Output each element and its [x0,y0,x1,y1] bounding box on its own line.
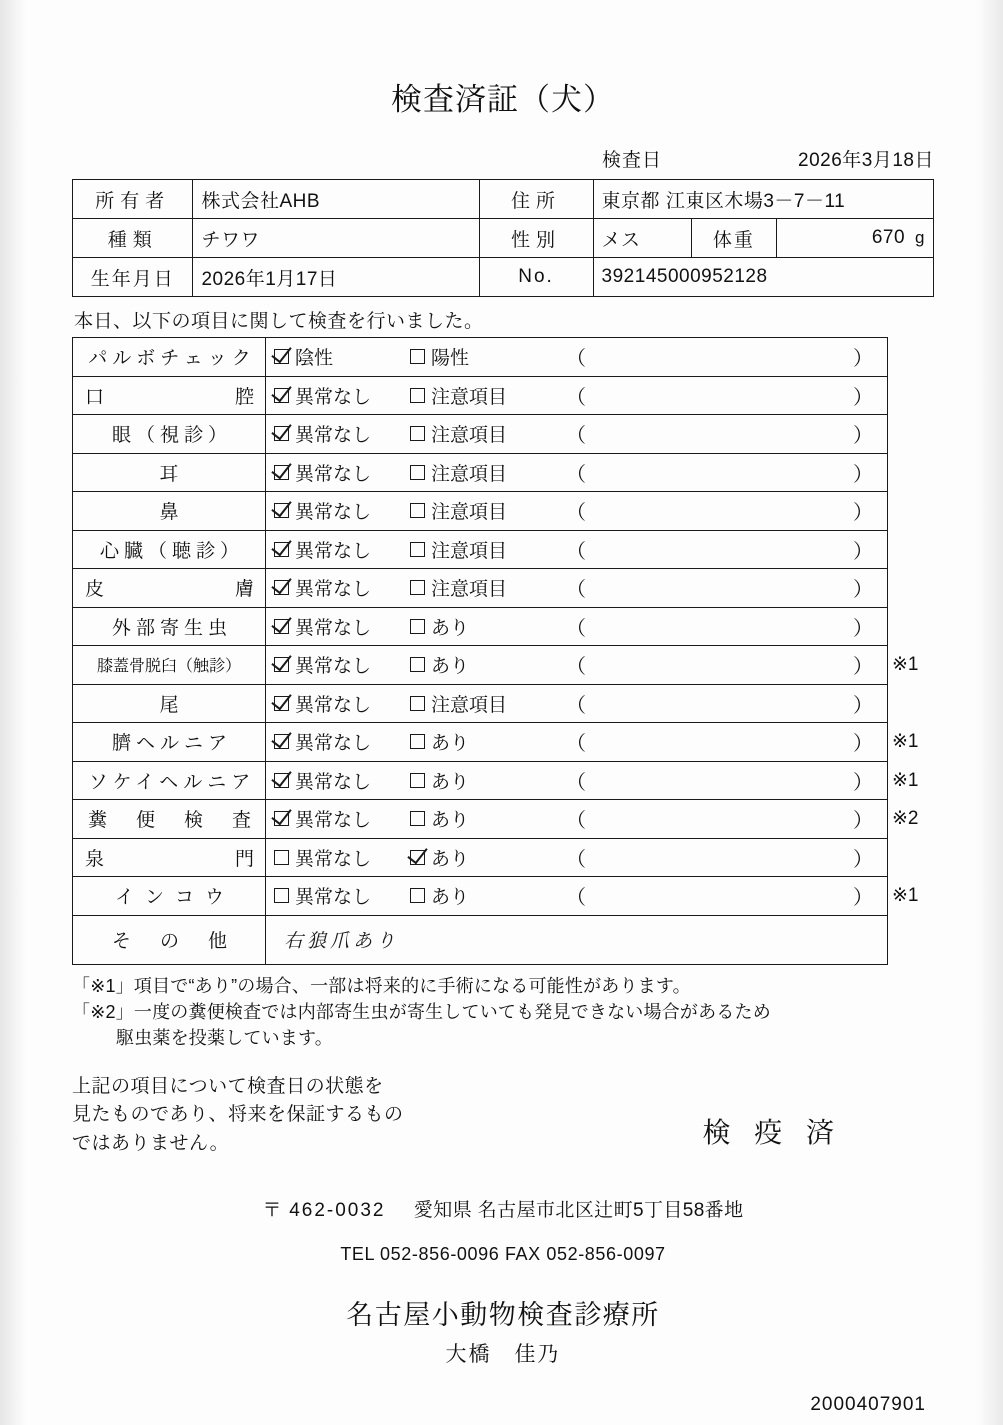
option-secondary[interactable] [410,805,560,832]
other-label: そ の 他 [73,915,266,964]
exam-date-value: 2026年3月18日 [798,150,934,171]
item-footnote-mark: ※2 [892,808,919,830]
inspection-row [73,453,934,492]
remark-field[interactable] [560,881,887,910]
item-options [266,376,888,415]
option-secondary[interactable] [410,728,560,755]
checkbox-icon[interactable] [410,696,425,711]
checkbox-icon[interactable] [410,773,425,788]
option-secondary[interactable] [410,844,560,871]
item-label: 糞 便 検 査 [73,800,266,839]
other-footnote-mark [888,915,934,964]
option-secondary-label: 注意項目 [431,502,508,524]
no-label: No. [479,258,593,297]
option-primary-label: 異常なし [295,733,372,755]
inspection-row [73,800,934,839]
breed-label: 種類 [73,219,193,258]
breed-value: チワワ [193,219,479,258]
checkbox-icon[interactable] [274,542,289,557]
remark-field[interactable] [560,804,887,833]
option-primary-label: 異常なし [295,810,372,832]
birth-row [73,258,934,297]
remark-field[interactable] [560,612,887,641]
item-label: 口 腔 [73,376,266,415]
item-label: 皮 膚 [73,569,266,608]
option-primary[interactable] [266,497,410,524]
checkbox-icon[interactable] [410,388,425,403]
option-primary-label: 異常なし [295,463,372,485]
item-options [266,800,888,839]
option-primary-label: 異常なし [295,617,372,639]
inspection-items-table [72,337,934,965]
paren-open: （ [566,425,587,448]
paren-open: （ [566,540,587,563]
clinic-tel: TEL 052-856-0096 FAX 052-856-0097 [340,1243,666,1264]
paren-close: ） [852,540,873,563]
option-primary-label: 異常なし [295,656,372,678]
inspection-row [73,646,934,685]
paren-open: （ [566,733,587,756]
paren-open: （ [566,887,587,910]
option-primary[interactable] [266,613,410,640]
checkbox-icon[interactable] [410,850,425,865]
option-secondary-label: 注意項目 [431,463,508,485]
other-row [73,915,934,964]
checkbox-icon[interactable] [274,657,289,672]
item-footnote-mark [888,530,934,569]
no-value: 392145000952128 [593,258,933,297]
item-footnote-mark [888,492,934,531]
option-secondary[interactable] [410,767,560,794]
option-secondary[interactable] [410,382,560,409]
weight-unit: g [915,228,925,247]
option-secondary-label: 注意項目 [431,386,508,408]
paren-close: ） [852,771,873,794]
item-footnote-mark [888,838,934,877]
inspection-row [73,838,934,877]
checkbox-icon[interactable] [410,811,425,826]
remark-field[interactable] [560,458,887,487]
option-secondary-label: あり [431,848,470,870]
option-secondary[interactable] [410,882,560,909]
checkbox-icon[interactable] [274,619,289,634]
option-secondary[interactable] [410,497,560,524]
exam-date-row [72,145,934,172]
paren-close: ） [852,386,873,409]
option-primary-label: 異常なし [295,502,372,524]
option-secondary[interactable] [410,613,560,640]
option-primary-label: 異常なし [295,425,372,447]
disclaimer-line-2: 見たものであり、将来を保証するもの [72,1104,404,1126]
option-secondary[interactable] [410,574,560,601]
item-footnote-mark [888,569,934,608]
item-label: 尾 [73,684,266,723]
item-label: 膝蓋骨脱臼（触診） [73,646,266,685]
item-options [266,492,888,531]
remark-field[interactable] [560,573,887,602]
sex-label: 性別 [479,219,593,258]
checkbox-icon[interactable] [410,734,425,749]
owner-value: 株式会社AHB [193,180,479,219]
checkbox-icon[interactable] [274,465,289,480]
clinic-address [72,1195,934,1222]
item-label: パルボチェック [73,338,266,377]
paren-close: ） [852,463,873,486]
item-options [266,415,888,454]
option-secondary-label: あり [431,887,470,909]
address-value: 東京都 江東区木場3－7－11 [593,180,933,219]
checkbox-icon[interactable] [274,580,289,595]
checkbox-icon[interactable] [410,465,425,480]
remark-field[interactable] [560,381,887,410]
other-value: 右狼爪あり [284,930,400,952]
item-label: 臍ヘルニア [73,723,266,762]
inspection-row [73,607,934,646]
option-primary-label: 異常なし [295,848,372,870]
paren-open: （ [566,348,587,371]
option-secondary-label: あり [431,771,470,793]
birth-label: 生年月日 [73,258,193,297]
item-options [266,838,888,877]
footnote-3: 駆虫薬を投薬しています。 [116,1027,333,1048]
checkbox-icon[interactable] [410,349,425,364]
inspection-row [73,376,934,415]
option-secondary-label: 注意項目 [431,540,508,562]
checkbox-icon[interactable] [410,619,425,634]
breed-row [73,219,934,258]
paren-open: （ [566,810,587,833]
option-secondary[interactable] [410,690,560,717]
option-primary[interactable] [266,767,410,794]
remark-field[interactable] [560,342,887,371]
paren-open: （ [566,579,587,602]
item-footnote-mark: ※1 [892,769,919,791]
remark-field[interactable] [560,496,887,525]
owner-label: 所有者 [73,180,193,219]
paren-close: ） [852,887,873,910]
item-label: 眼（視診） [73,415,266,454]
checkbox-icon[interactable] [274,888,289,903]
option-secondary-label: 注意項目 [431,579,508,601]
checkbox-icon[interactable] [410,542,425,557]
footnote-2: 「※2」一度の糞便検査では内部寄生虫が寄生していても発見できない場合があるため [72,1001,771,1022]
checkbox-icon[interactable] [274,388,289,403]
checkbox-icon[interactable] [410,657,425,672]
paren-open: （ [566,656,587,679]
item-label: 泉 門 [73,838,266,877]
quarantine-stamp: 検 疫 済 [702,1116,842,1148]
inspection-row [73,723,934,762]
item-footnote-mark [888,607,934,646]
checkbox-icon[interactable] [274,426,289,441]
paren-close: ） [852,617,873,640]
option-primary[interactable] [266,574,410,601]
option-primary[interactable] [266,651,410,678]
other-value-cell[interactable] [266,915,888,964]
inspection-row [73,761,934,800]
item-label: インコウ [73,877,266,916]
option-secondary[interactable] [410,536,560,563]
remark-field[interactable] [560,766,887,795]
item-label: 心臓（聴診） [73,530,266,569]
option-primary[interactable] [266,728,410,755]
remark-field[interactable] [560,689,887,718]
paren-open: （ [566,617,587,640]
option-primary[interactable] [266,690,410,717]
option-secondary[interactable] [410,343,560,370]
option-primary-label: 異常なし [295,694,372,716]
option-secondary-label: 注意項目 [431,425,508,447]
item-label: 鼻 [73,492,266,531]
option-secondary-label: あり [431,733,470,755]
option-secondary-label: あり [431,617,470,639]
exam-date-label: 検査日 [601,150,662,171]
checkbox-icon[interactable] [274,773,289,788]
option-primary[interactable] [266,844,410,871]
footnotes [72,973,934,1051]
clinic-name: 名古屋小動物検査診療所 [346,1299,660,1330]
checkbox-icon[interactable] [274,696,289,711]
paren-open: （ [566,502,587,525]
page-title: 検査済証（犬） [391,82,615,117]
paren-open: （ [566,771,587,794]
paren-close: ） [852,733,873,756]
option-secondary-label: 陽性 [431,348,470,370]
option-primary[interactable] [266,382,410,409]
zip-code: 462-0032 [289,1199,386,1221]
option-primary[interactable] [266,882,410,909]
certificate-content [72,0,934,1416]
paren-close: ） [852,348,873,371]
option-primary[interactable] [266,420,410,447]
paren-close: ） [852,848,873,871]
weight-value-cell [777,219,934,258]
option-primary-label: 異常なし [295,386,372,408]
address-label: 住所 [479,180,593,219]
option-secondary-label: あり [431,656,470,678]
sex-value: メス [593,219,691,258]
item-label: 外部寄生虫 [73,607,266,646]
item-options [266,877,888,916]
checkbox-icon[interactable] [274,811,289,826]
owner-row [73,180,934,219]
item-options [266,530,888,569]
disclaimer-line-3: ではありません。 [72,1132,230,1154]
checkbox-icon[interactable] [410,888,425,903]
address-text: 愛知県 名古屋市北区辻町5丁目58番地 [413,1199,744,1221]
item-footnote-mark: ※1 [892,654,919,676]
checkbox-icon[interactable] [410,580,425,595]
option-primary-label: 陰性 [295,348,334,370]
inspection-row [73,530,934,569]
paren-close: ） [852,694,873,717]
checkbox-icon[interactable] [274,734,289,749]
birth-value: 2026年1月17日 [193,258,479,297]
checkbox-icon[interactable] [274,503,289,518]
option-secondary[interactable] [410,459,560,486]
remark-field[interactable] [560,843,887,872]
item-label: 耳 [73,453,266,492]
paren-close: ） [852,810,873,833]
paren-close: ） [852,425,873,448]
option-primary[interactable] [266,459,410,486]
option-primary-label: 異常なし [295,771,372,793]
checkbox-icon[interactable] [410,426,425,441]
option-primary-label: 異常なし [295,579,372,601]
disclaimer-text [72,1073,492,1159]
option-secondary[interactable] [410,651,560,678]
checkbox-icon[interactable] [274,850,289,865]
remark-field[interactable] [560,419,887,448]
item-options [266,453,888,492]
item-footnote-mark: ※1 [892,731,919,753]
intro-text: 本日、以下の項目に関して検査を行いました。 [74,311,484,332]
paren-open: （ [566,463,587,486]
checkbox-icon[interactable] [410,503,425,518]
item-footnote-mark [888,376,934,415]
item-footnote-mark [888,415,934,454]
inspection-row [73,569,934,608]
paren-open: （ [566,694,587,717]
zip-mark-icon: 〒 [262,1199,284,1221]
option-primary-label: 異常なし [295,540,372,562]
lower-section [72,1073,934,1193]
item-footnote-mark [888,338,934,377]
weight-value: 670 [871,227,906,248]
footnote-1: 「※1」項目で“あり”の場合、一部は将来的に手術になる可能性があります。 [72,975,691,996]
option-primary-label: 異常なし [295,887,372,909]
paren-close: ） [852,656,873,679]
option-primary[interactable] [266,343,410,370]
item-options [266,684,888,723]
item-options [266,607,888,646]
item-footnote-mark [888,684,934,723]
examiner-name: 大橋 佳乃 [445,1342,561,1366]
disclaimer-line-1: 上記の項目について検査日の状態を [72,1075,384,1097]
option-secondary[interactable] [410,420,560,447]
option-primary[interactable] [266,805,410,832]
inspection-row [73,492,934,531]
paren-open: （ [566,386,587,409]
weight-label: 体重 [691,219,777,258]
item-footnote-mark: ※1 [892,885,919,907]
remark-field[interactable] [560,535,887,564]
serial-number: 2000407901 [810,1393,926,1415]
item-footnote-mark [888,453,934,492]
paren-close: ） [852,502,873,525]
inspection-row [73,877,934,916]
item-label: ソケイヘルニア [73,761,266,800]
option-secondary-label: 注意項目 [431,694,508,716]
paren-open: （ [566,848,587,871]
item-options [266,723,888,762]
inspection-row [73,338,934,377]
item-options [266,646,888,685]
remark-field[interactable] [560,650,887,679]
inspection-row [73,684,934,723]
item-options [266,761,888,800]
inspection-row [73,415,934,454]
item-options [266,569,888,608]
option-secondary-label: あり [431,810,470,832]
item-options [266,338,888,377]
remark-field[interactable] [560,727,887,756]
owner-info-table [72,179,934,297]
paren-close: ） [852,579,873,602]
option-primary[interactable] [266,536,410,563]
checkbox-icon[interactable] [274,349,289,364]
